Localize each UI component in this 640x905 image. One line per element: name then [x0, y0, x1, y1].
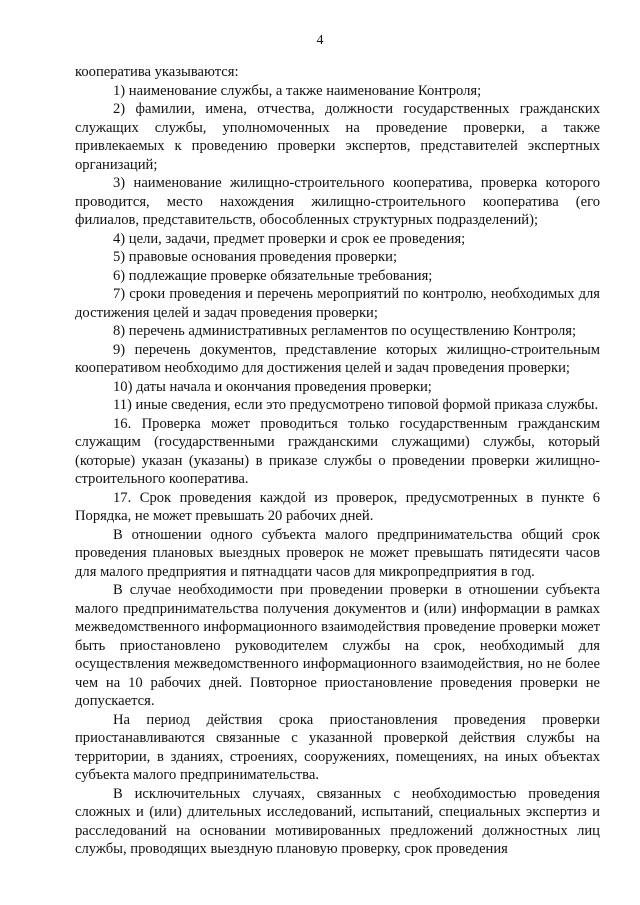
- page-number: 4: [316, 33, 324, 48]
- list-item-1: 1) наименование службы, а также наименование Контроля;: [113, 82, 482, 99]
- list-item-4: 4) цели, задачи, предмет проверки и срок ее проведения;: [113, 230, 466, 247]
- document-body: [75, 63, 600, 859]
- list-item-11: 11) иные сведения, если это предусмотрено типовой формой приказа службы.: [113, 397, 599, 413]
- list-item-8: 8) перечень административных регламентов по осуществлению Контроля;: [113, 323, 577, 339]
- paragraph-intro: кооператива указываются:: [75, 64, 239, 80]
- list-item-2: 2) фамилии, имена, отчества, должности государственных гражданских служащих службы, уполномоченных на проведение проверки, а также привлекаемых к проведению проверки экспертов, представителей экспертных организаций;: [75, 101, 600, 173]
- list-item-10: 10) даты начала и окончания проведения проверки;: [113, 378, 432, 395]
- list-item-5: 5) правовые основания проведения проверки;: [113, 249, 398, 265]
- paragraph-suspension-period: На период действия срока приостановления проведения проверки приостанавливаются связанные с указанной проверкой действия службы на территории, в зданиях, строениях, сооружениях, помещениях, на иных объектах субъекта малого предпринимательства.: [75, 711, 600, 783]
- paragraph-exceptional-cases: В исключительных случаях, связанных с необходимостью проведения сложных и (или) длительных исследований, испытаний, специальных экспертиз и расследований на основании мотивированных предложений должностных лиц службы, проводящих выездную плановую проверку, срок проведения: [75, 785, 600, 857]
- list-item-6: 6) подлежащие проверке обязательные требования;: [113, 267, 433, 284]
- clause-17: 17. Срок проведения каждой из проверок, предусмотренных в пункте 6 Порядка, не может превышать 20 рабочих дней.: [75, 489, 600, 524]
- paragraph-suspension: В случае необходимости при проведении проверки в отношении субъекта малого предпринимательства получения документов и (или) информации в рамках межведомственного информационного взаимодействия проведение проверки может быть приостановлено руководителем службы на срок, необходимый для осуществления межведомственного информационного взаимодействия, но не более чем на 10 рабочих дней. Повторное приостановление проведения проверки не допускается.: [75, 582, 600, 709]
- paragraph-small-business-limit: В отношении одного субъекта малого предпринимательства общий срок проведения плановых выездных проверок не может превышать пятидесяти часов для малого предприятия и пятнадцати часов для микропредприятия в год.: [75, 526, 600, 580]
- list-item-9: 9) перечень документов, представление которых жилищно-строительным кооперативом необходимо для достижения целей и задач проведения проверки;: [75, 341, 600, 376]
- list-item-7: 7) сроки проведения и перечень мероприятий по контролю, необходимых для достижения целей и задач проведения проверки;: [75, 286, 600, 321]
- list-item-3: 3) наименование жилищно-строительного кооператива, проверка которого проводится, место нахождения жилищно-строительного кооператива (его филиалов, представительств, обособленных структурных подразделений);: [75, 175, 600, 228]
- clause-16: 16. Проверка может проводиться только государственным гражданским служащим (государственными гражданскими служащими) службы, который (которые) указан (указаны) в приказе службы о проведении проверки жилищно-строительного кооператива.: [75, 415, 600, 487]
